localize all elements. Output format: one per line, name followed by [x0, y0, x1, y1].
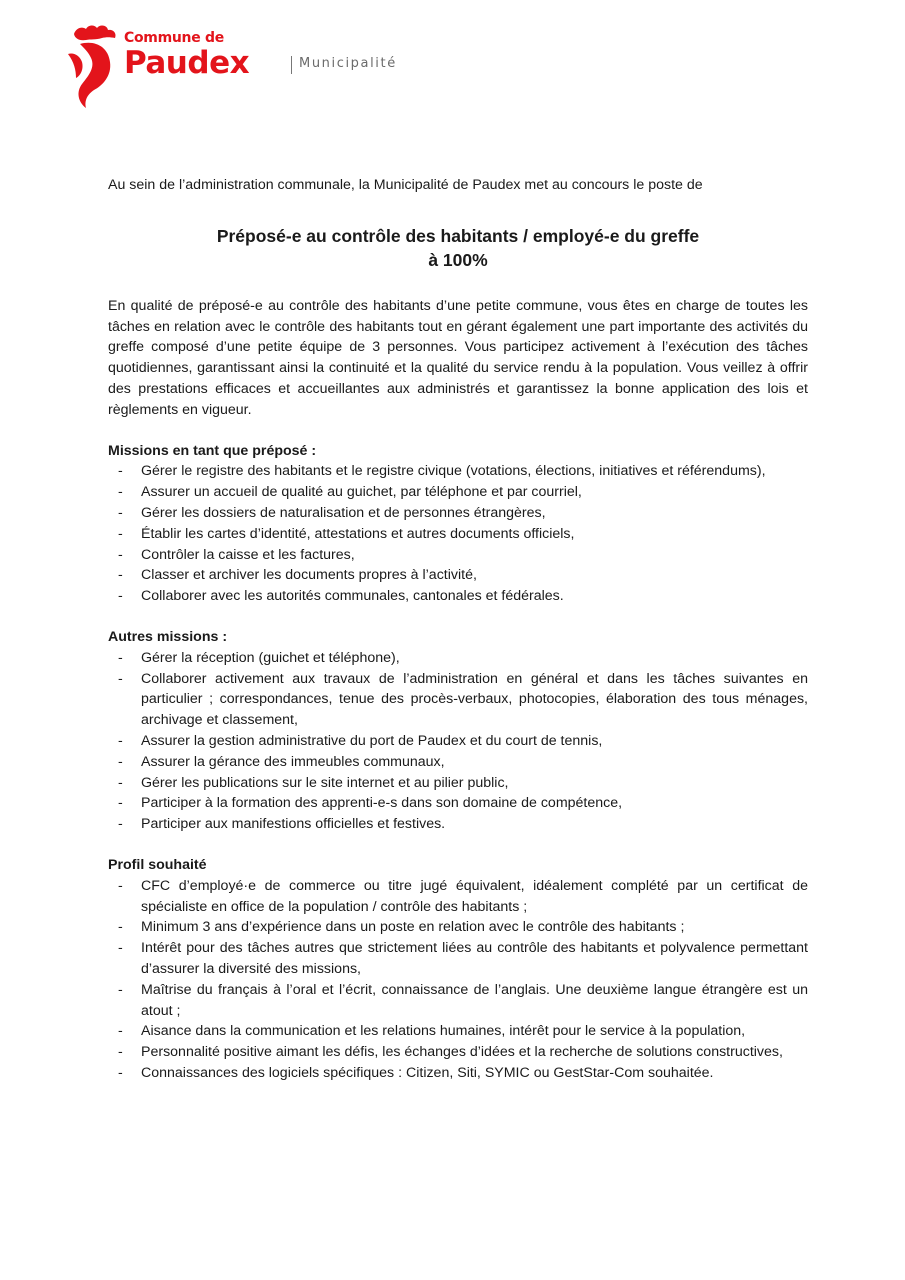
section-other-missions: [108, 627, 808, 835]
list-item: - Établir les cartes d’identité, attestations et autres documents officiels,: [108, 524, 808, 545]
dash-bullet: -: [118, 484, 123, 501]
logo-commune-de: Commune de: [124, 30, 224, 46]
intro-text: Au sein de l’administration communale, la Municipalité de Paudex met au concours le poste de: [108, 177, 703, 193]
list-item: - Classer et archiver les documents propres à l’activité,: [108, 565, 808, 586]
list-item: - Aisance dans la communication et les relations humaines, intérêt pour le service à la population,: [108, 1021, 808, 1042]
logo-paudex: Paudex: [124, 45, 250, 81]
job-title: [108, 224, 808, 272]
letterhead: [66, 22, 466, 112]
list-item: - Contrôler la caisse et les factures,: [108, 545, 808, 566]
list-item: - Gérer les dossiers de naturalisation et de personnes étrangères,: [108, 503, 808, 524]
dash-bullet: -: [118, 732, 123, 749]
list-item: - Participer à la formation des apprenti-e-s dans son domaine de compétence,: [108, 793, 808, 814]
list-item: - Maîtrise du français à l’oral et l’écrit, connaissance de l’anglais. Une deuxième langue étrangère est un atout ;: [118, 981, 808, 1019]
list-item: - Participer aux manifestions officielles et festives.: [108, 814, 808, 835]
section-profile: [108, 855, 808, 1084]
header-divider: [291, 56, 292, 74]
list-item: - Assurer la gestion administrative du port de Paudex et du court de tennis,: [108, 731, 808, 752]
section-missions: [108, 441, 808, 607]
list-item: - Gérer le registre des habitants et le registre civique (votations, élections, initiatives et référendums),: [108, 461, 808, 482]
dash-bullet: -: [118, 877, 123, 894]
dash-bullet: -: [118, 816, 123, 833]
dash-bullet: -: [118, 546, 123, 563]
list-item: - Assurer la gérance des immeubles communaux,: [108, 752, 808, 773]
section-heading: Profil souhaité: [108, 856, 207, 873]
list-item: - Connaissances des logiciels spécifiques : Citizen, Siti, SYMIC ou GestStar-Com souhaitée.: [108, 1063, 808, 1084]
dash-bullet: -: [118, 774, 123, 791]
dash-bullet: -: [118, 504, 123, 521]
dash-bullet: -: [118, 1064, 123, 1081]
dash-bullet: -: [118, 588, 123, 605]
job-description: En qualité de préposé-e au contrôle des habitants d’une petite commune, vous êtes en charge de toutes les tâches en relation avec le contrôle des habitants tout en gérant également une part importante des activités du greffe composé d’une petite équipe de 3 personnes. Vous participez activement à l’exécution des tâches quotidiennes, garantissant ainsi la continuité et la qualité du service rendu à la population. Vous veillez à offrir des prestations efficaces et accueillantes aux administrés et garantissez la bonne application des lois et règlements en vigueur.: [108, 297, 808, 418]
list-item: - Personnalité positive aimant les défis, les échanges d’idées et la recherche de solutions constructives,: [108, 1042, 808, 1063]
dash-bullet: -: [118, 567, 123, 584]
dash-bullet: -: [118, 1023, 123, 1040]
dash-bullet: -: [118, 940, 123, 957]
dash-bullet: -: [118, 463, 123, 480]
list-item: - Collaborer avec les autorités communales, cantonales et fédérales.: [108, 586, 808, 607]
profile-list: [108, 876, 808, 1084]
missions-list: [108, 461, 808, 607]
list-item: - Assurer un accueil de qualité au guichet, par téléphone et par courriel,: [108, 482, 808, 503]
list-item: - CFC d’employé·e de commerce ou titre jugé équivalent, idéalement complété par un certificat de spécialiste en office de la population / contrôle des habitants ;: [118, 877, 808, 915]
dash-bullet: -: [118, 919, 123, 936]
dash-bullet: -: [118, 670, 123, 687]
dash-bullet: -: [118, 981, 123, 998]
dash-bullet: -: [118, 795, 123, 812]
job-title-line-1: Préposé-e au contrôle des habitants / employé-e du greffe: [216, 225, 700, 246]
dash-bullet: -: [118, 649, 123, 666]
list-item: - Collaborer activement aux travaux de l’administration en général et dans les tâches suivantes en particulier ; correspondances, tenue des procès-verbaux, photocopies, élaboration des tous ménages, archivage et classement,: [118, 670, 808, 729]
dash-bullet: -: [118, 525, 123, 542]
rooster-logo-icon: [66, 24, 122, 108]
job-posting: [108, 175, 808, 1084]
list-item: - Minimum 3 ans d’expérience dans un poste en relation avec le contrôle des habitants ;: [108, 917, 808, 938]
list-item: - Gérer la réception (guichet et téléphone),: [108, 648, 808, 669]
dash-bullet: -: [118, 753, 123, 770]
section-heading: Missions en tant que préposé :: [108, 442, 317, 459]
other-missions-list: [108, 648, 808, 835]
section-heading: Autres missions :: [108, 628, 228, 645]
department-label: Municipalité: [299, 56, 397, 71]
dash-bullet: -: [118, 1044, 123, 1061]
job-title-line-2: à 100%: [428, 249, 488, 270]
list-item: - Intérêt pour des tâches autres que strictement liées au contrôle des habitants et polyvalence permettant d’assurer la diversité des missions,: [118, 940, 808, 977]
list-item: - Gérer les publications sur le site internet et au pilier public,: [108, 773, 808, 794]
